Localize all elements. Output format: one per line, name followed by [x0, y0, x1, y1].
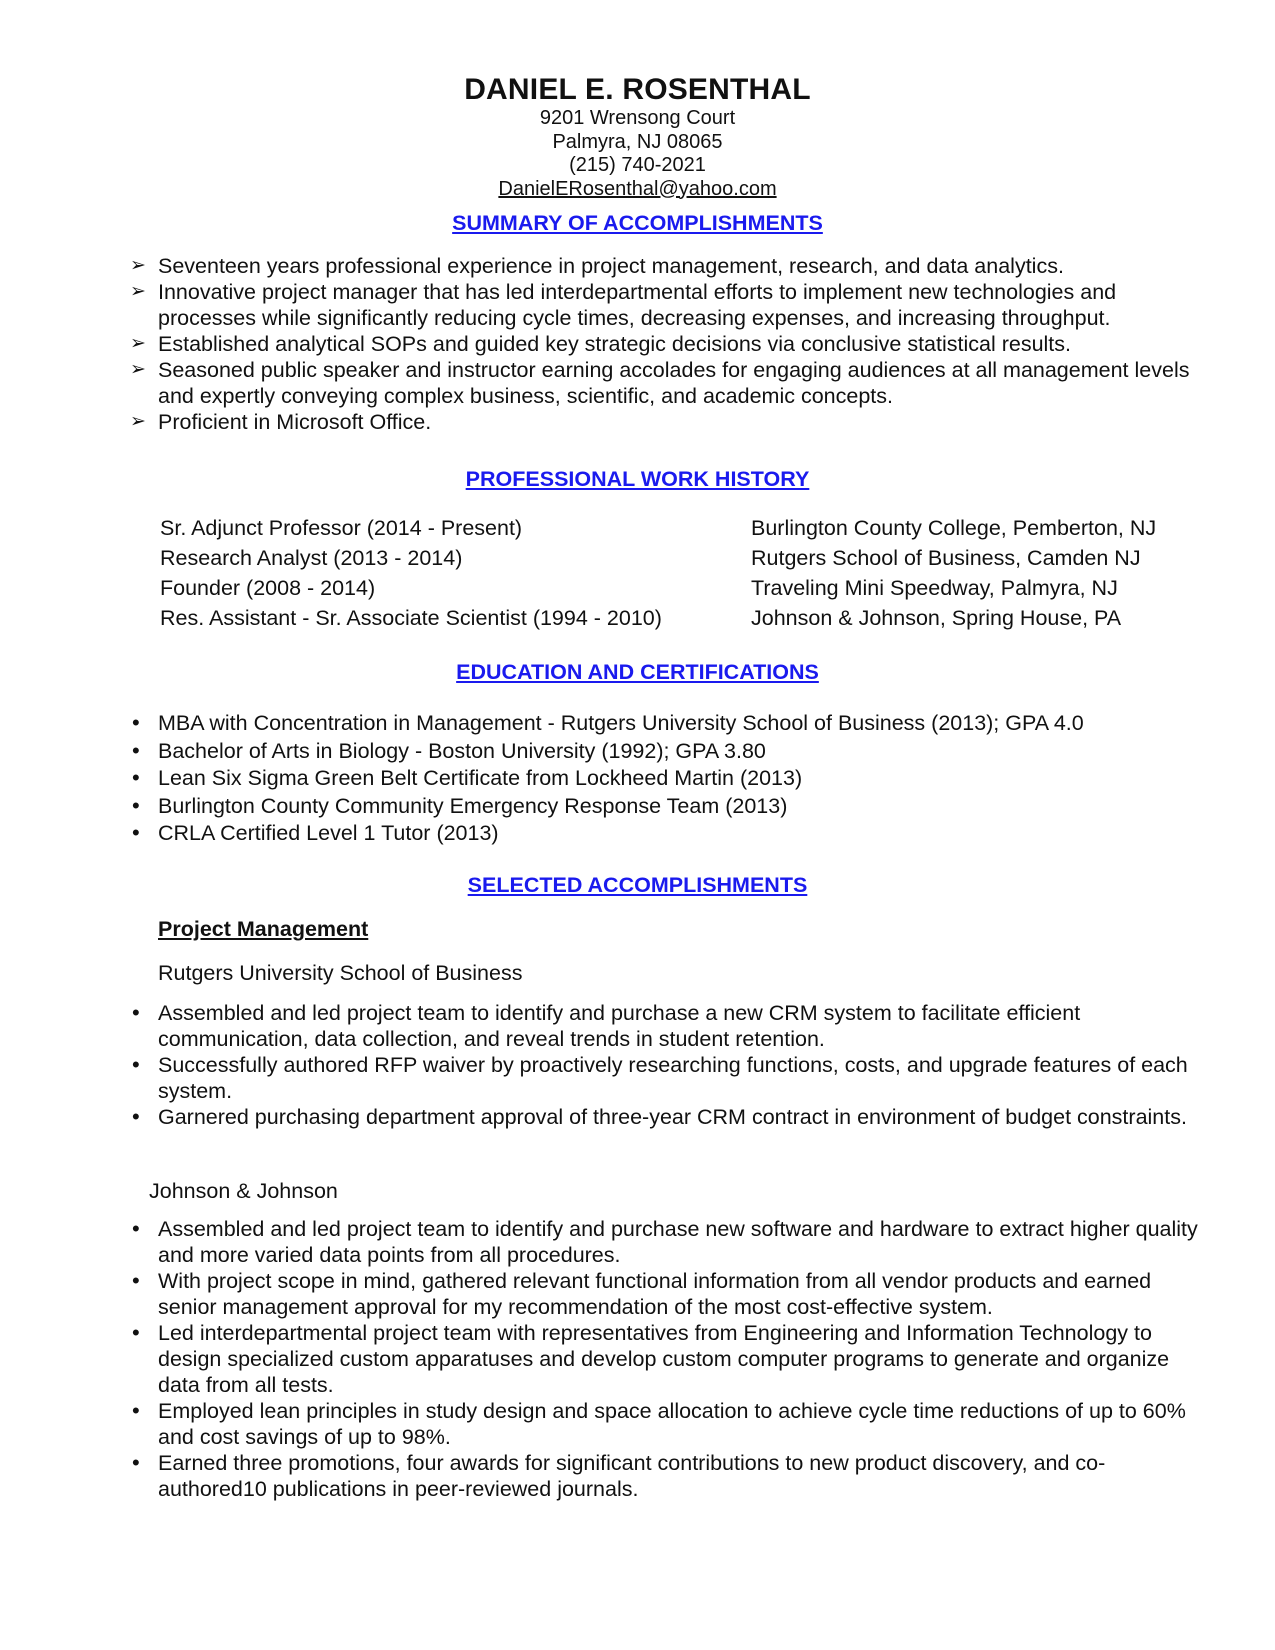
list-item: • With project scope in mind, gathered relevant functional information from all vendor products and earned senior management approval for my recommendation of the most cost-effective system. — [132, 1268, 1152, 1319]
bullet-icon: • — [132, 1320, 140, 1345]
job-organization: Burlington County College, Pemberton, NJ — [751, 516, 1157, 540]
list-item: • CRLA Certified Level 1 Tutor (2013) — [132, 820, 499, 845]
job-title: Research Analyst (2013 - 2014) — [160, 546, 463, 570]
bullet-icon: • — [132, 765, 140, 790]
list-item: • Assembled and led project team to identify and purchase new software and hardware to extract higher quality and more varied data points from all procedures. — [132, 1216, 1198, 1267]
summary-list — [130, 253, 1210, 435]
work-section-title: PROFESSIONAL WORK HISTORY — [465, 467, 810, 491]
list-item: • Burlington County Community Emergency Response Team (2013) — [132, 792, 788, 818]
rutgers-accomplishments-list — [130, 1000, 1210, 1130]
phone-number: (215) 740-2021 — [569, 154, 706, 176]
arrow-bullet-icon: ➢ — [130, 255, 146, 276]
jnj-accomplishments-list — [130, 1216, 1210, 1502]
employer-name: Johnson & Johnson — [149, 1179, 338, 1203]
list-item: ➢ Established analytical SOPs and guided key strategic decisions via conclusive statistical results. — [130, 332, 1072, 356]
arrow-bullet-icon: ➢ — [130, 359, 146, 380]
list-item: • MBA with Concentration in Management - Rutgers University School of Business (2013); GPA 4.0 — [132, 710, 1084, 735]
list-item: ➢ Proficient in Microsoft Office. — [130, 410, 432, 434]
bullet-icon: • — [132, 820, 140, 845]
arrow-bullet-icon: ➢ — [130, 411, 146, 432]
bullet-icon: • — [132, 792, 140, 818]
education-list — [130, 710, 1210, 848]
list-item: ➢ Seasoned public speaker and instructor earning accolades for engaging audiences at all management levels and expertly conveying complex business, scientific, and academic concepts. — [130, 358, 1190, 408]
work-history-table — [160, 515, 1156, 635]
project-management-subheading: Project Management — [158, 917, 369, 941]
bullet-icon: • — [132, 710, 140, 735]
education-section-title: EDUCATION AND CERTIFICATIONS — [456, 660, 819, 684]
city-state-zip: Palmyra, NJ 08065 — [552, 130, 723, 153]
arrow-bullet-icon: ➢ — [130, 281, 146, 302]
bullet-icon: • — [132, 1104, 140, 1129]
job-title: Res. Assistant - Sr. Associate Scientist (1994 - 2010) — [160, 606, 662, 630]
bullet-icon: • — [132, 1398, 140, 1423]
list-item: • Lean Six Sigma Green Belt Certificate from Lockheed Martin (2013) — [132, 765, 803, 790]
job-title: Sr. Adjunct Professor (2014 - Present) — [160, 516, 523, 540]
job-title: Founder (2008 - 2014) — [160, 576, 376, 600]
bullet-icon: • — [132, 1052, 140, 1077]
bullet-icon: • — [132, 1216, 140, 1241]
selected-section-title: SELECTED ACCOMPLISHMENTS — [467, 873, 808, 897]
list-item: • Garnered purchasing department approval of three-year CRM contract in environment of budget constraints. — [132, 1104, 1187, 1129]
list-item: • Employed lean principles in study design and space allocation to achieve cycle time reductions of up to 60% and cost savings of up to 98%. — [132, 1398, 1186, 1449]
arrow-bullet-icon: ➢ — [130, 333, 146, 354]
employer-name: Rutgers University School of Business — [158, 961, 523, 985]
list-item: • Bachelor of Arts in Biology - Boston University (1992); GPA 3.80 — [132, 737, 766, 763]
table-row — [160, 575, 1156, 605]
list-item: • Earned three promotions, four awards for significant contributions to new product discovery, and co-authored10 publications in peer-reviewed journals. — [132, 1450, 1106, 1501]
list-item: • Successfully authored RFP waiver by proactively researching functions, costs, and upgrade features of each system. — [132, 1052, 1188, 1103]
table-row — [160, 545, 1156, 575]
table-row — [160, 605, 1156, 635]
table-row — [160, 515, 1156, 545]
bullet-icon: • — [132, 1268, 140, 1293]
list-item: • Led interdepartmental project team with representatives from Engineering and Information Technology to design specialized custom apparatuses and develop custom computer programs to generate and organize data from all tests. — [132, 1320, 1170, 1397]
list-item: ➢ Innovative project manager that has led interdepartmental efforts to implement new technologies and processes while significantly reducing cycle times, decreasing expenses, and increasing throughput. — [130, 280, 1117, 330]
resume-header — [0, 73, 1275, 201]
email-link[interactable]: DanielERosenthal@yahoo.com — [498, 177, 777, 200]
bullet-icon: • — [132, 1450, 140, 1475]
summary-section-title: SUMMARY OF ACCOMPLISHMENTS — [452, 211, 823, 235]
candidate-name: DANIEL E. ROSENTHAL — [464, 73, 811, 106]
list-item: ➢ Seventeen years professional experience in project management, research, and data analytics. — [130, 254, 1064, 278]
bullet-icon: • — [132, 1000, 140, 1025]
job-organization: Rutgers School of Business, Camden NJ — [751, 546, 1141, 570]
job-organization: Traveling Mini Speedway, Palmyra, NJ — [751, 576, 1118, 600]
bullet-icon: • — [132, 737, 140, 763]
list-item: • Assembled and led project team to identify and purchase a new CRM system to facilitate efficient communication, data collection, and reveal trends in student retention. — [132, 1000, 1081, 1051]
job-organization: Johnson & Johnson, Spring House, PA — [751, 606, 1122, 630]
street-address: 9201 Wrensong Court — [539, 107, 736, 129]
